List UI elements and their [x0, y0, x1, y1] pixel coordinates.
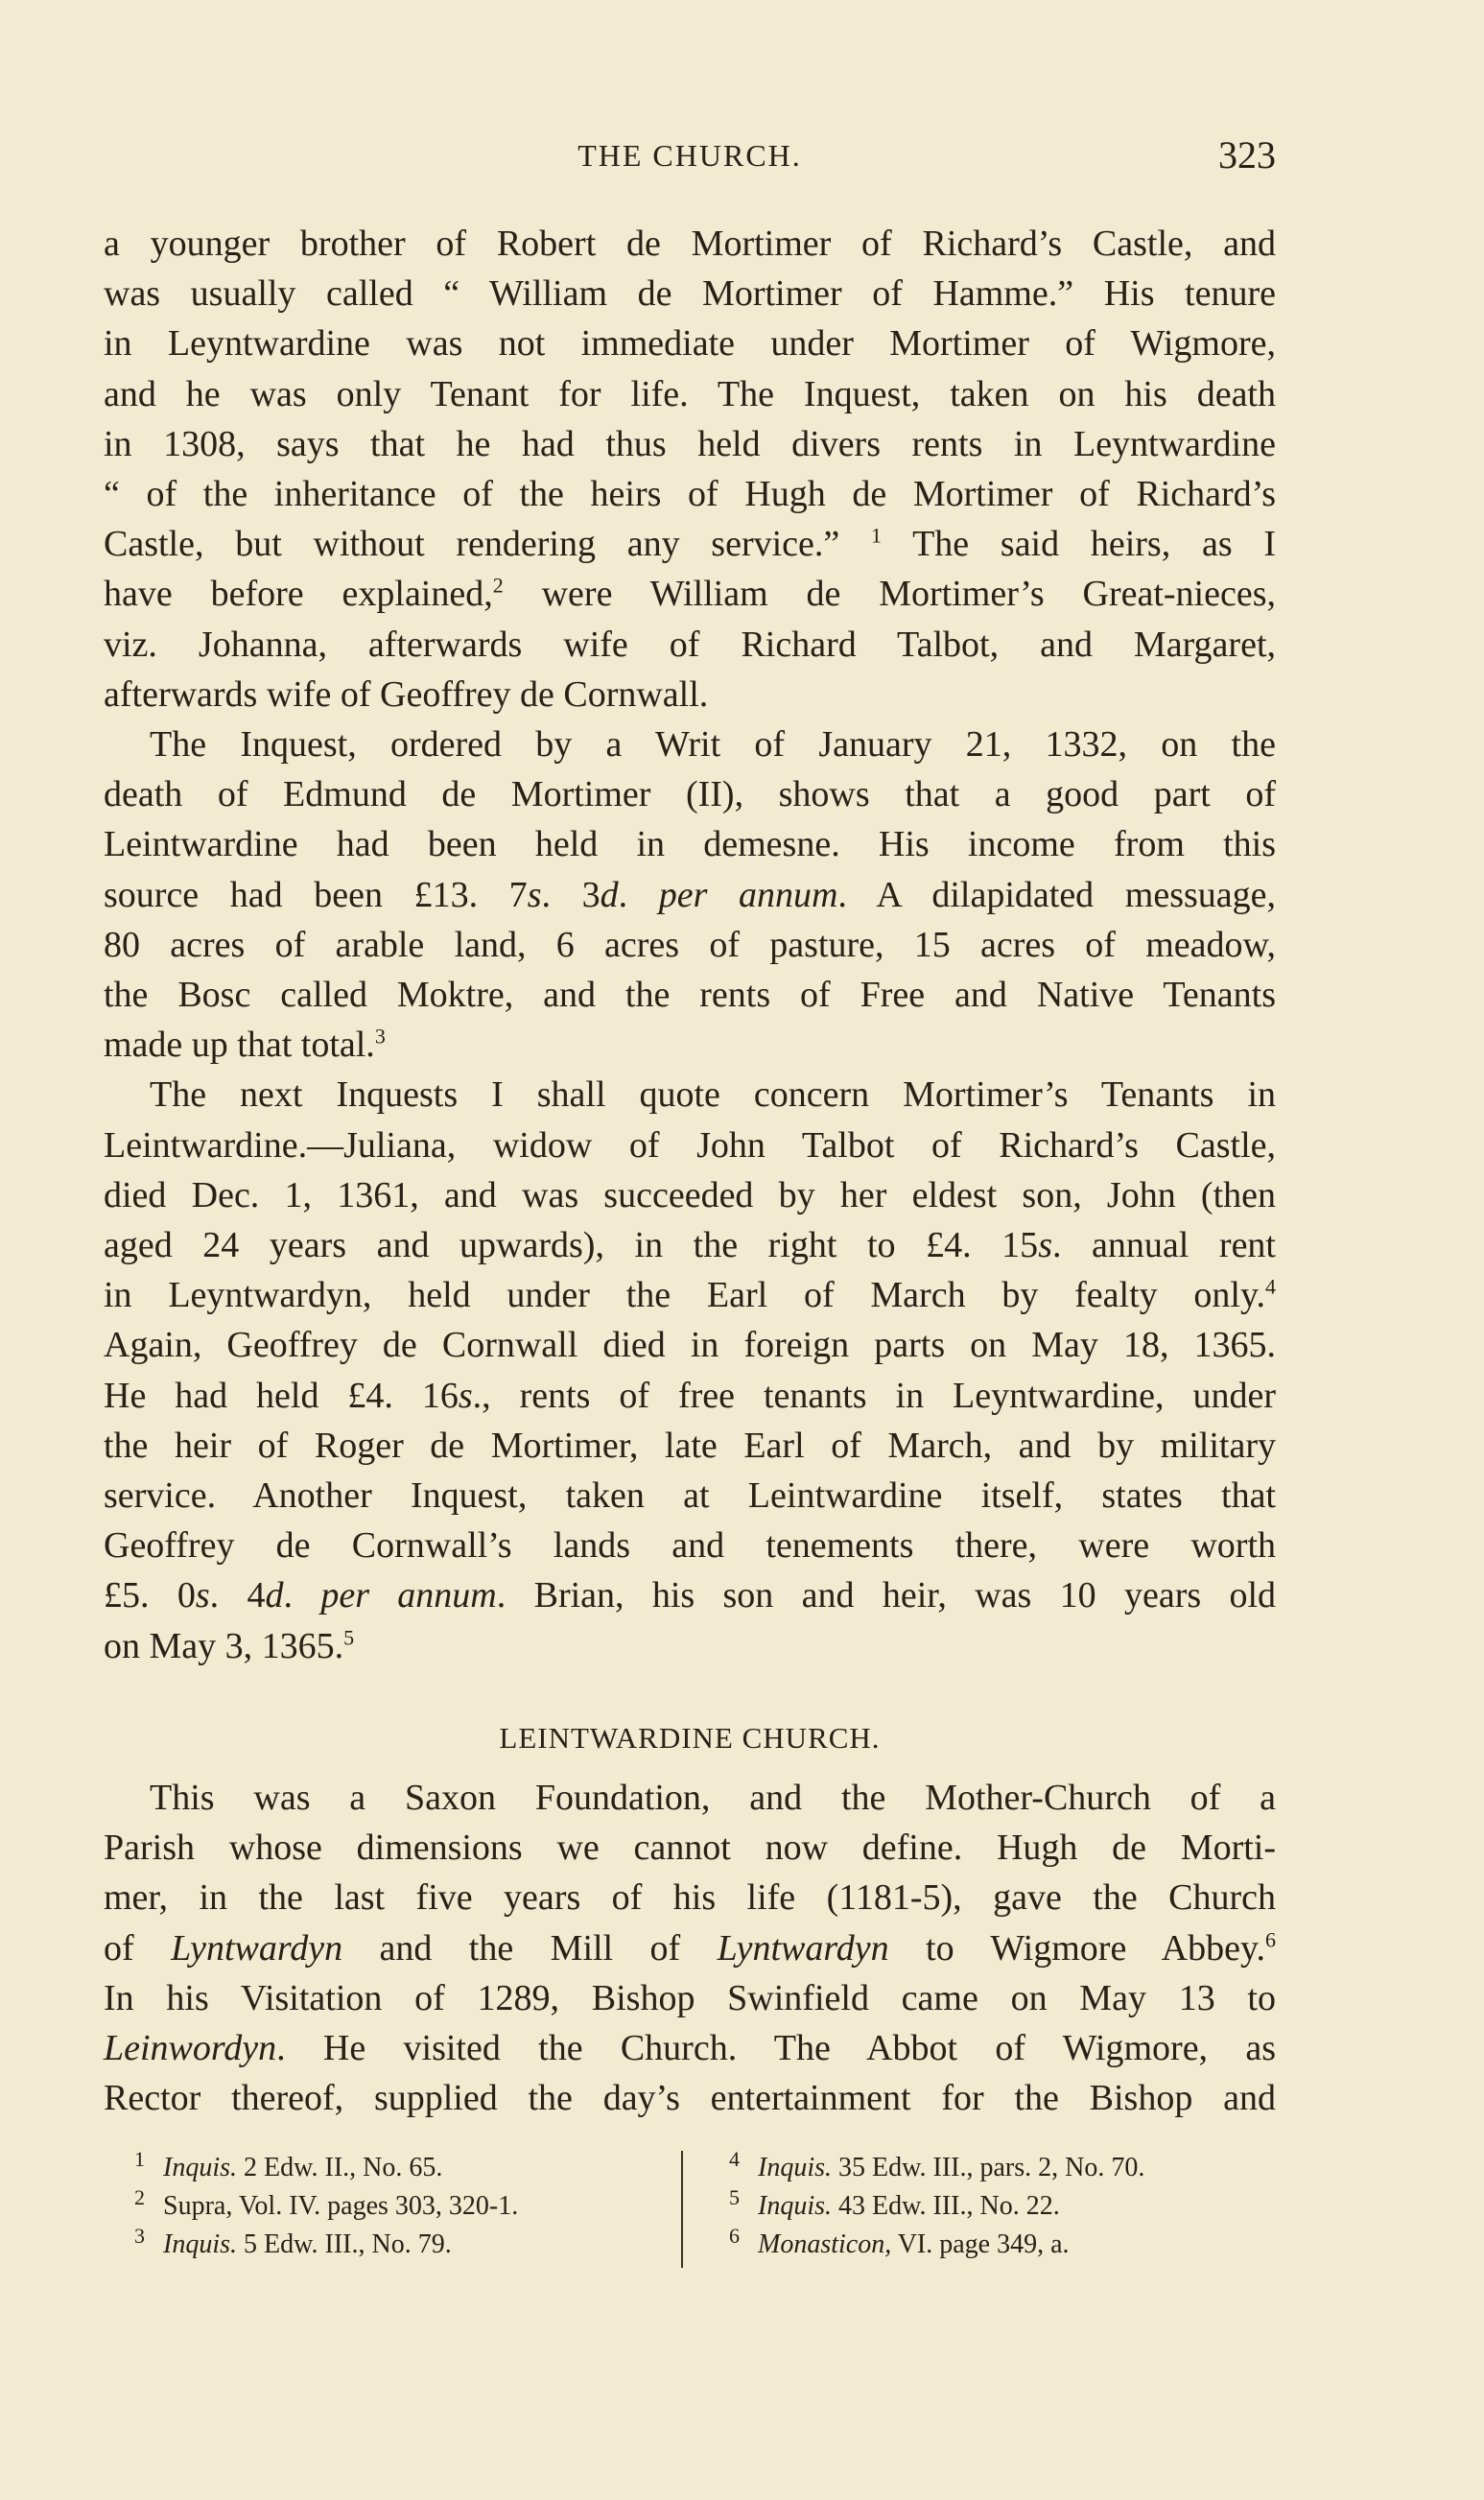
text-line: afterwards wife of Geoffrey de Cornwall.	[104, 673, 709, 715]
footnote-ref: 4	[1265, 1274, 1276, 1299]
footnote-divider	[681, 2151, 683, 2268]
text-line: on May 3, 1365.$^5$	[104, 1625, 355, 1666]
text-line: of Lyntwardyn and the Mill of Lyntwardyn to Wigmore Abbey.$^6$	[104, 1926, 1276, 1969]
footnotes-right-column	[729, 2146, 1276, 2264]
footnote: 3 Inquis. 5 Edw. III., No. 79.	[134, 2223, 452, 2259]
text-line: aged 24 years and upwards), in the right to £4. 15s. annual rent	[104, 1225, 1276, 1266]
running-title: THE CHURCH.	[577, 138, 802, 173]
text-line: death of Edmund de Mortimer (II), shows that a good part of	[104, 774, 1276, 815]
text-line: Parish whose dimensions we cannot now define. Hugh de Morti-	[104, 1828, 1276, 1869]
text-line: in Leyntwardyn, held under the Earl of March by fealty only.$^4$	[104, 1274, 1276, 1316]
text-line: This was a Saxon Foundation, and the Mother-Church of a	[150, 1777, 1276, 1818]
text-line: mer, in the last five years of his life (1181-5), gave the Church	[104, 1877, 1276, 1919]
footnote: 4 Inquis. 35 Edw. III., pars. 2, No. 70.	[729, 2146, 1145, 2182]
text-line: viz. Johanna, afterwards wife of Richard Talbot, and Margaret,	[104, 624, 1276, 665]
paragraph-1	[104, 219, 1276, 719]
footnote: 1 Inquis. 2 Edw. II., No. 65.	[134, 2146, 443, 2182]
footnote: 5 Inquis. 43 Edw. III., No. 22.	[729, 2184, 1060, 2221]
text-line: in 1308, says that he had thus held divers rents in Leyntwardine	[104, 423, 1276, 464]
text-line: Leintwardine had been held in demesne. His income from this	[104, 824, 1276, 865]
paragraph-4	[104, 1773, 1276, 2123]
text-line: died Dec. 1, 1361, and was succeeded by her eldest son, John (then	[104, 1174, 1276, 1215]
text-line: £5. 0s. 4d. per annum. Brian, his son and heir, was 10 years old	[104, 1575, 1277, 1616]
text-line: service. Another Inquest, taken at Leintwardine itself, states that	[104, 1475, 1276, 1517]
text-line: Again, Geoffrey de Cornwall died in foreign parts on May 18, 1365.	[104, 1325, 1276, 1366]
text-line: 80 acres of arable land, 6 acres of pasture, 15 acres of meadow,	[104, 924, 1276, 965]
text-line: The Inquest, ordered by a Writ of January 21, 1332, on the	[150, 724, 1276, 766]
text-line: the heir of Roger de Mortimer, late Earl of March, and by military	[104, 1425, 1276, 1466]
text-line: have before explained,$^2$ were William de Mortimer’s Great-nieces,	[104, 573, 1276, 615]
text-line: Geoffrey de Cornwall’s lands and tenements there, were worth	[104, 1525, 1276, 1567]
text-line: He had held £4. 16s., rents of free tenants in Leyntwardine, under	[104, 1375, 1276, 1416]
footnote: 6 Monasticon, VI. page 349, a.	[729, 2223, 1070, 2259]
footnote: 2 Supra, Vol. IV. pages 303, 320-1.	[134, 2184, 519, 2221]
footnote-ref: 6	[1265, 1926, 1276, 1951]
text-line: The next Inquests I shall quote concern Mortimer’s Tenants in	[150, 1074, 1276, 1116]
page-header	[104, 132, 1276, 180]
section-heading: LEINTWARDINE CHURCH.	[499, 1720, 881, 1755]
text-line: a younger brother of Robert de Mortimer of Richard’s Castle, and	[104, 224, 1276, 264]
footnote-ref: 3	[374, 1024, 386, 1049]
footnote-ref: 1	[871, 523, 883, 548]
body-text	[104, 219, 1276, 2123]
text-line: was usually called “ William de Mortimer of Hamme.” His tenure	[104, 273, 1276, 315]
text-line: Castle, but without rendering any service.” $^1$ The said heirs, as I	[104, 523, 1277, 565]
text-line: in Leyntwardine was not immediate under Mortimer of Wigmore,	[104, 323, 1276, 365]
text-line: Rector thereof, supplied the day’s entertainment for the Bishop and	[104, 2078, 1276, 2119]
footnotes	[134, 2146, 1276, 2293]
text-line: Leinwordyn. He visited the Church. The Abbot of Wigmore, as	[104, 2027, 1276, 2068]
text-line: In his Visitation of 1289, Bishop Swinfield came on May 13 to	[104, 1977, 1276, 2018]
text-line: the Bosc called Moktre, and the rents of Free and Native Tenants	[104, 975, 1276, 1016]
text-line: and he was only Tenant for life. The Inquest, taken on his death	[104, 373, 1276, 414]
paragraph-2	[104, 719, 1276, 1070]
page-number: 323	[1218, 133, 1276, 177]
text-line: Leintwardine.—Juliana, widow of John Talbot of Richard’s Castle,	[104, 1124, 1276, 1166]
text-line: “ of the inheritance of the heirs of Hugh de Mortimer of Richard’s	[104, 474, 1276, 515]
footnote-ref: 5	[343, 1625, 355, 1650]
footnotes-left-column	[134, 2146, 671, 2264]
footnote-ref: 2	[492, 573, 504, 598]
paragraph-3	[104, 1070, 1276, 1670]
text-line: made up that total.$^3$	[104, 1024, 386, 1066]
text-line: source had been £13. 7s. 3d. per annum. A dilapidated messuage,	[104, 874, 1277, 915]
